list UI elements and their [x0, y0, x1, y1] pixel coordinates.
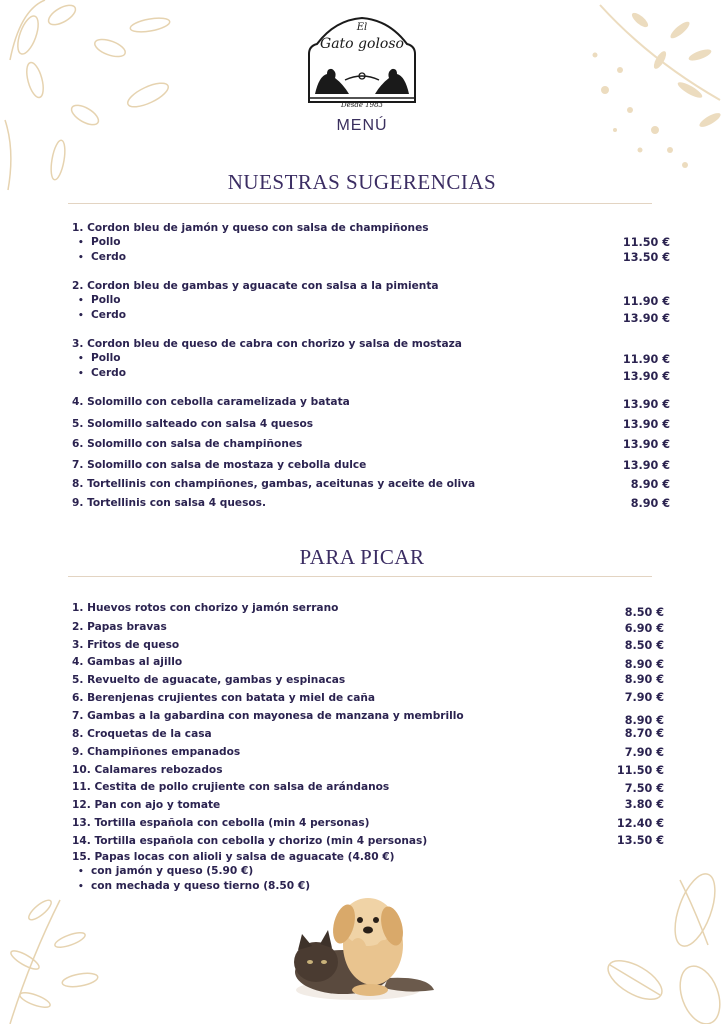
item-10: 10. Calamares rebozados	[72, 764, 223, 776]
item-15: 15. Papas locas con alioli y salsa de aguacate (4.80 €)	[72, 851, 395, 863]
divider	[68, 203, 652, 204]
item-4: 4. Gambas al ajillo	[72, 656, 183, 668]
item-1-price: 8.50 €	[624, 606, 664, 619]
dish-7: 7. Solomillo con salsa de mostaza y cebolla dulce	[72, 459, 367, 471]
dish-4-price: 13.90 €	[622, 398, 670, 411]
dish-2: 2. Cordon bleu de gambas y aguacate con salsa a la pimienta	[72, 280, 439, 292]
section-title-para-picar: PARA PICAR	[299, 545, 425, 569]
dish-1-option-cerdo: • Cerdo	[78, 251, 126, 263]
dish-6-price: 13.90 €	[622, 438, 670, 451]
dish-3-cerdo-price: 13.90 €	[622, 370, 670, 383]
item-12-price: 3.80 €	[624, 798, 664, 811]
item-2-price: 6.90 €	[624, 622, 664, 635]
item-7: 7. Gambas a la gabardina con mayonesa de manzana y membrillo	[72, 710, 464, 722]
divider	[68, 576, 652, 577]
dish-3-pollo-price: 11.90 €	[622, 353, 670, 366]
dish-3-option-cerdo: • Cerdo	[78, 367, 126, 379]
item-5: 5. Revuelto de aguacate, gambas y espinacas	[72, 674, 346, 686]
item-12: 12. Pan con ajo y tomate	[72, 799, 221, 811]
item-15-option-jamon: • con jamón y queso (5.90 €)	[78, 865, 253, 877]
item-2: 2. Papas bravas	[72, 621, 167, 633]
item-9-price: 7.90 €	[624, 746, 664, 759]
item-8-price: 8.70 €	[624, 727, 664, 740]
menu-label: MENÚ	[336, 117, 388, 134]
dish-8-price: 8.90 €	[630, 478, 670, 491]
dish-5-price: 13.90 €	[622, 418, 670, 431]
dish-6: 6. Solomillo con salsa de champiñones	[72, 438, 303, 450]
item-13-price: 12.40 €	[616, 817, 664, 830]
dish-4: 4. Solomillo con cebolla caramelizada y batata	[72, 396, 350, 408]
dish-2-pollo-price: 11.90 €	[622, 295, 670, 308]
logo-since: Desde 1983	[340, 101, 384, 109]
item-3: 3. Fritos de queso	[72, 639, 180, 651]
dish-1: 1. Cordon bleu de jamón y queso con salsa de champiñones	[72, 222, 429, 234]
item-5-price: 8.90 €	[624, 673, 664, 686]
item-13: 13. Tortilla española con cebolla (min 4 personas)	[72, 817, 370, 829]
leaf-decoration-top-right	[560, 0, 724, 175]
dish-1-option-pollo: • Pollo	[78, 236, 121, 248]
dish-1-pollo-price: 11.50 €	[622, 236, 670, 249]
item-14: 14. Tortilla española con cebolla y chorizo (min 4 personas)	[72, 835, 428, 847]
item-6: 6. Berenjenas crujientes con batata y miel de caña	[72, 692, 376, 704]
item-11-price: 7.50 €	[624, 782, 664, 795]
item-4-price: 8.90 €	[624, 658, 664, 671]
dish-1-cerdo-price: 13.50 €	[622, 251, 670, 264]
dish-3-option-pollo: • Pollo	[78, 352, 121, 364]
item-1: 1. Huevos rotos con chorizo y jamón serrano	[72, 602, 339, 614]
dish-9-price: 8.90 €	[630, 497, 670, 510]
item-3-price: 8.50 €	[624, 639, 664, 652]
restaurant-logo	[305, 14, 419, 110]
leaf-decoration-bottom-right	[590, 870, 724, 1024]
logo-name: Gato goloso	[320, 36, 404, 52]
cat-logo-icon	[305, 14, 419, 110]
logo-line1: El	[356, 22, 368, 33]
item-14-price: 13.50 €	[616, 834, 664, 847]
dish-2-option-cerdo: • Cerdo	[78, 309, 126, 321]
item-9: 9. Champiñones empanados	[72, 746, 241, 758]
dish-5: 5. Solomillo salteado con salsa 4 quesos	[72, 418, 314, 430]
puppy-kitten-photo	[288, 890, 438, 1002]
item-10-price: 11.50 €	[616, 764, 664, 777]
item-7-price: 8.90 €	[624, 714, 664, 727]
item-6-price: 7.90 €	[624, 691, 664, 704]
dish-2-option-pollo: • Pollo	[78, 294, 121, 306]
item-15-option-mechada: • con mechada y queso tierno (8.50 €)	[78, 880, 310, 892]
section-title-sugerencias: NUESTRAS SUGERENCIAS	[227, 170, 497, 194]
item-11: 11. Cestita de pollo crujiente con salsa de arándanos	[72, 781, 390, 793]
dish-7-price: 13.90 €	[622, 459, 670, 472]
dish-3: 3. Cordon bleu de queso de cabra con chorizo y salsa de mostaza	[72, 338, 462, 350]
leaf-decoration-bottom-left	[0, 870, 120, 1024]
item-8: 8. Croquetas de la casa	[72, 728, 212, 740]
dish-9: 9. Tortellinis con salsa 4 quesos.	[72, 497, 267, 509]
dish-2-cerdo-price: 13.90 €	[622, 312, 670, 325]
dish-8: 8. Tortellinis con champiñones, gambas, aceitunas y aceite de oliva	[72, 478, 476, 490]
